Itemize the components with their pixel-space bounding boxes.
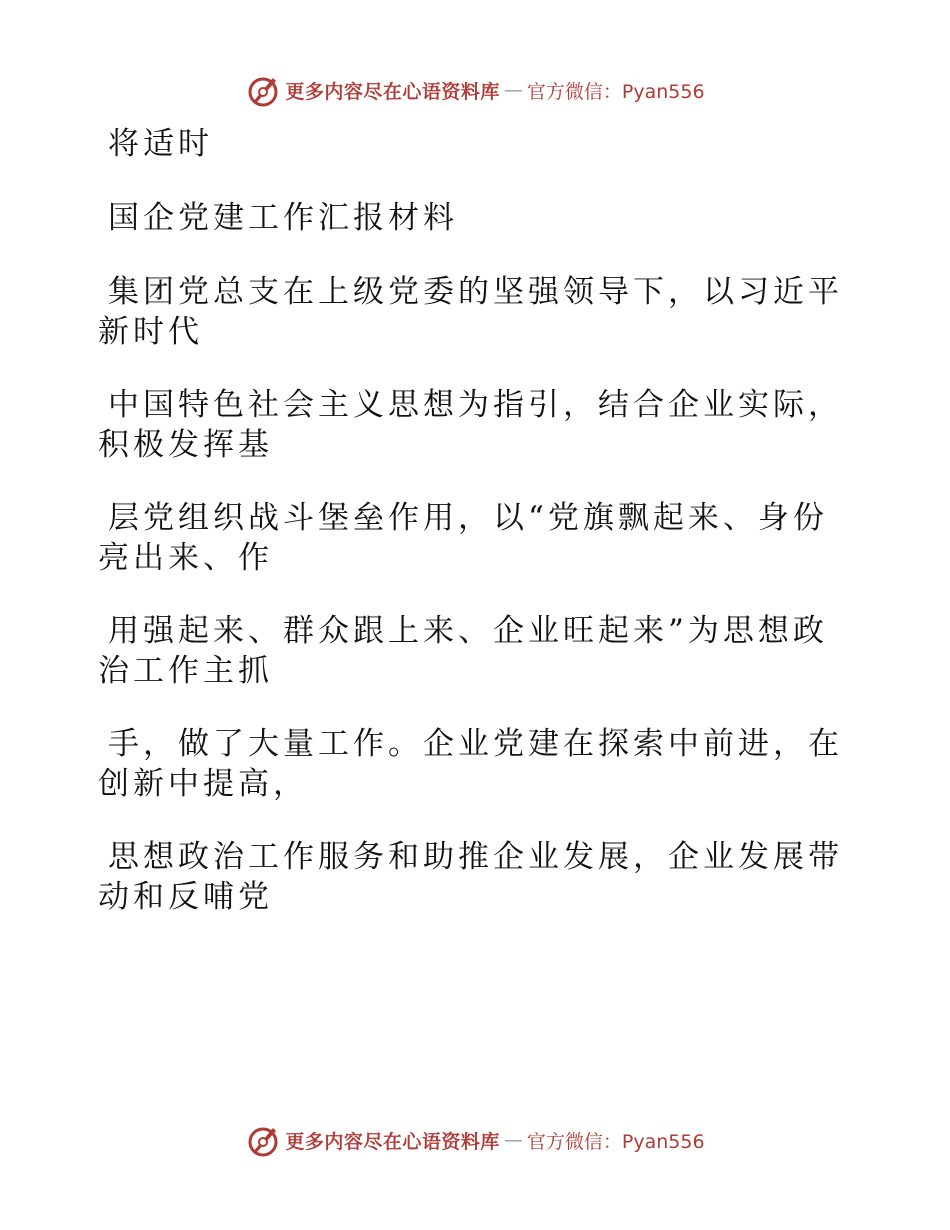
doc-line: 集团党总支在上级党委的坚强领导下，以习近平 [108,274,843,310]
watermark-separator: — [503,1129,523,1151]
footer-watermark [0,1122,950,1158]
quill-logo-icon [245,72,281,108]
doc-line: 创新中提高， [98,766,308,802]
doc-line: 将适时 [108,126,213,162]
quill-logo-icon [245,1122,281,1158]
doc-line: 用强起来、群众跟上来、企业旺起来”为思想政 [108,613,828,649]
doc-line: 动和反哺党 [98,879,273,915]
paragraph [98,498,838,578]
doc-line: 中国特色社会主义思想为指引，结合企业实际， [108,387,843,423]
watermark-separator: — [503,79,523,101]
paragraph [98,385,843,465]
doc-line: 层党组织战斗堡垒作用，以“党旗飘起来、身份 [108,500,828,536]
doc-line: 思想政治工作服务和助推企业发展，企业发展带 [108,839,843,875]
doc-line: 手，做了大量工作。企业党建在探索中前进，在 [108,726,843,762]
doc-line: 新时代 [98,314,203,350]
doc-line: 治工作主抓 [98,653,273,689]
doc-title: 国企党建工作汇报材料 [108,200,458,236]
paragraph [98,611,838,691]
doc-line: 亮出来、作 [98,540,273,576]
watermark-brand: 更多内容尽在心语资料库 [285,1130,500,1153]
doc-line: 积极发挥基 [98,427,273,463]
header-watermark [0,72,950,108]
watermark-contact: 官方微信：Pyan556 [526,80,705,103]
paragraph [98,272,843,352]
watermark-brand: 更多内容尽在心语资料库 [285,80,500,103]
paragraph [98,837,843,917]
document-body [98,124,843,950]
paragraph [98,724,843,804]
watermark-contact: 官方微信：Pyan556 [526,1130,705,1153]
